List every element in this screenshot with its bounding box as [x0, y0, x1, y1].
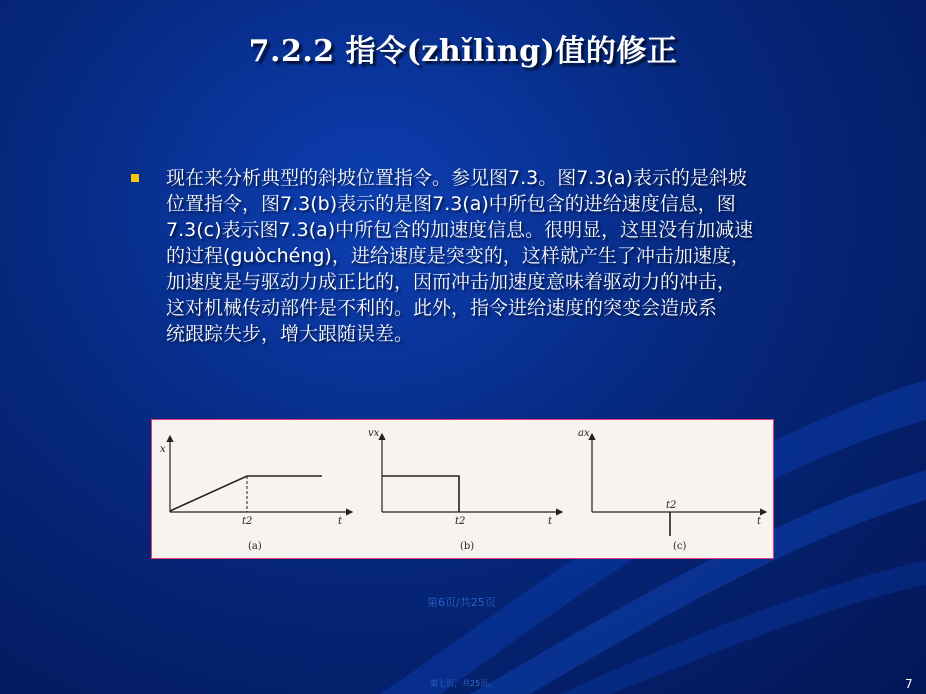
ramp-curve — [170, 476, 322, 511]
tick-label-t2: t2 — [455, 516, 466, 527]
bullet-square-icon — [131, 174, 139, 182]
axis-label-ax: ax — [578, 428, 590, 439]
paragraph-line: 位置指令，图7.3(b)表示的是图7.3(a)中所包含的进给速度信息，图 — [166, 193, 736, 215]
paragraph-line: 统跟踪失步，增大跟随误差。 — [166, 323, 414, 345]
footer-note: 第七页，共25页。 — [430, 679, 497, 688]
paragraph-line: 7.3(c)表示图7.3(a)中所包含的加速度信息。很明显，这里没有加减速 — [166, 219, 754, 241]
slide-number: 7 — [905, 677, 913, 691]
paragraph-line: 加速度是与驱动力成正比的，因而冲击加速度意味着驱动力的冲击， — [166, 271, 737, 293]
paragraph-line: 的过程(guòchéng)，进给速度是突变的，这样就产生了冲击加速度， — [166, 245, 750, 267]
caption-c: (c) — [673, 541, 687, 552]
axis-label-vx: vx — [368, 428, 380, 439]
figure-7-3 — [151, 419, 774, 559]
axis-label-x: x — [160, 444, 166, 455]
velocity-step — [382, 476, 459, 512]
axis-label-t: t — [338, 516, 343, 527]
page-watermark: 第6页/共25页 — [427, 596, 496, 609]
slide-title: 7.2.2 指令(zhǐlìng)值的修正 — [248, 34, 678, 69]
panel-b-velocity — [368, 428, 562, 552]
axis-label-t: t — [548, 516, 553, 527]
paragraph-line: 这对机械传动部件是不利的。此外，指令进给速度的突变会造成系 — [166, 297, 718, 319]
tick-label-t2: t2 — [666, 500, 677, 511]
bullet-paragraph — [166, 165, 781, 347]
panel-a-ramp-position — [160, 436, 352, 552]
axis-label-t: t — [757, 516, 762, 527]
caption-b: (b) — [460, 541, 475, 552]
tick-label-t2: t2 — [242, 516, 253, 527]
panel-c-acceleration — [578, 428, 766, 552]
caption-a: (a) — [248, 541, 262, 552]
paragraph-line: 现在来分析典型的斜坡位置指令。参见图7.3。图7.3(a)表示的是斜坡 — [166, 167, 747, 189]
